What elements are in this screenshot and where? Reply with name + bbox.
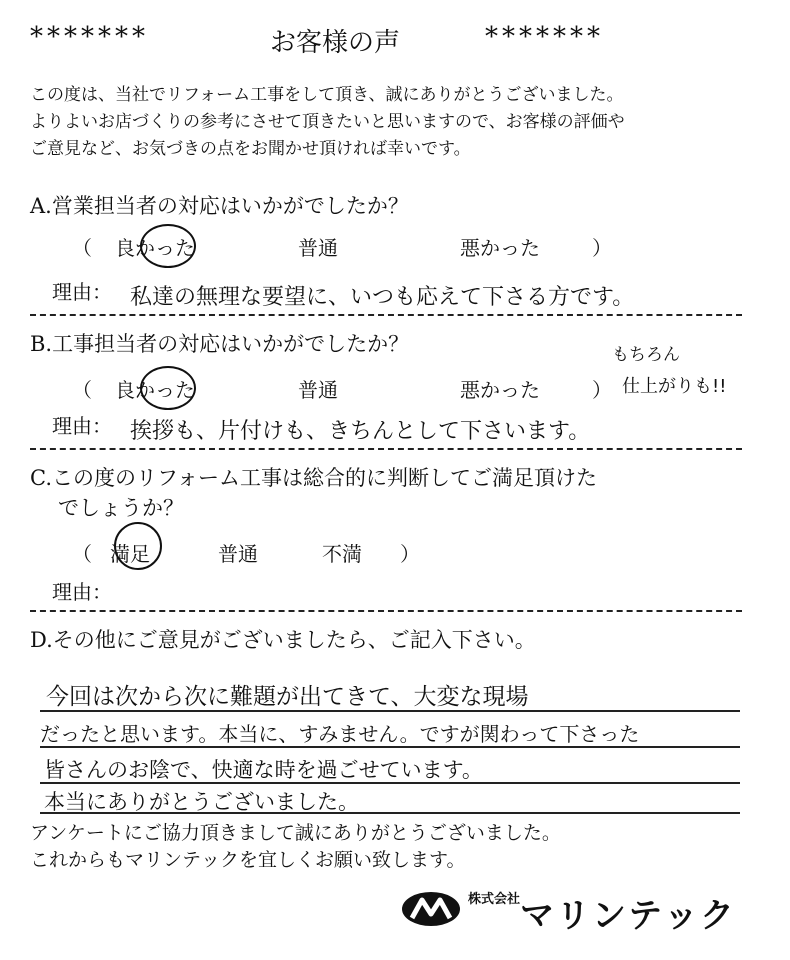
selection-circle — [140, 224, 196, 268]
footer-text — [30, 820, 561, 874]
question-d-answer-line: 皆さんのお陰で、快適な時を過ごせています。 — [44, 758, 483, 782]
dashed-divider — [30, 610, 742, 612]
company-name: マリンテック — [520, 896, 736, 936]
dashed-divider — [30, 448, 742, 450]
footer-line: アンケートにご協力頂きまして誠にありがとうございました。 — [30, 822, 561, 844]
header-stars-right: ******* — [485, 22, 604, 52]
answer-rule — [40, 782, 740, 784]
answer-rule — [40, 812, 740, 814]
question-b-note-top: もちろん — [612, 345, 680, 365]
question-c-option-unsatisfied: 不満 — [322, 542, 362, 566]
selection-circle — [114, 522, 162, 570]
question-c-close-paren: ） — [400, 542, 420, 566]
question-b: B.工事担当者の対応はいかがでしたか？ — [30, 332, 410, 356]
question-c-reason-label: 理由： — [52, 580, 112, 604]
question-a-reason-label: 理由： — [52, 280, 112, 304]
company-logo-mark-icon — [400, 890, 462, 928]
intro-line: ご意見など、お気づきの点をお聞かせ頂ければ幸いです。 — [30, 139, 471, 159]
question-d-answer-line: 本当にありがとうございました。 — [44, 790, 359, 814]
question-b-close-paren: ） — [592, 378, 612, 402]
question-b-reason-label: 理由： — [52, 414, 112, 438]
question-a-option-good: 良かった — [115, 236, 195, 260]
header — [30, 22, 670, 58]
question-a-open-paren: （ — [72, 236, 92, 260]
header-stars-left: ******* — [30, 22, 149, 52]
intro-line: この度は、当社でリフォーム工事をして頂き、誠にありがとうございました。 — [30, 85, 624, 105]
question-b-note-bottom: 仕上がりも!! — [622, 376, 727, 397]
answer-rule — [40, 710, 740, 712]
question-a-close-paren: ） — [592, 236, 612, 260]
question-a-option-bad: 悪かった — [460, 236, 540, 260]
answer-rule — [40, 746, 740, 748]
page-title: お客様の声 — [270, 28, 401, 58]
question-b-option-normal: 普通 — [298, 378, 338, 402]
intro-text — [30, 82, 625, 163]
question-c-option-normal: 普通 — [218, 542, 258, 566]
question-a: A.営業担当者の対応はいかがでしたか？ — [30, 194, 409, 218]
question-b-option-good: 良かった — [115, 378, 195, 402]
question-c-option-satisfied: 満足 — [110, 542, 150, 566]
selection-circle — [140, 366, 196, 410]
question-b-reason-text: 挨拶も、片付けも、きちんとして下さいます。 — [130, 419, 591, 444]
question-b-option-bad: 悪かった — [460, 378, 540, 402]
question-a-option-normal: 普通 — [298, 236, 338, 260]
question-d: D.その他にご意見がございましたら、ご記入下さい。 — [30, 628, 536, 652]
question-b-open-paren: （ — [72, 378, 92, 402]
question-a-reason-text: 私達の無理な要望に、いつも応えて下さる方です。 — [130, 285, 635, 310]
question-d-answer-line: だったと思います。本当に、すみません。ですが関わって下さった — [40, 722, 640, 746]
footer-line: これからもマリンテックを宜しくお願い致します。 — [30, 849, 466, 871]
intro-line: よりよいお店づくりの参考にさせて頂きたいと思いますので、お客様の評価や — [30, 112, 625, 132]
question-c-line2: でしょうか？ — [58, 496, 184, 520]
question-c-line1: C.この度のリフォーム工事は総合的に判断してご満足頂けた — [30, 466, 597, 490]
question-c-open-paren: （ — [72, 542, 92, 566]
question-d-answer-line: 今回は次から次に難題が出てきて、大変な現場 — [46, 684, 529, 710]
dashed-divider — [30, 314, 742, 316]
company-type-label: 株式会社 — [468, 892, 521, 907]
